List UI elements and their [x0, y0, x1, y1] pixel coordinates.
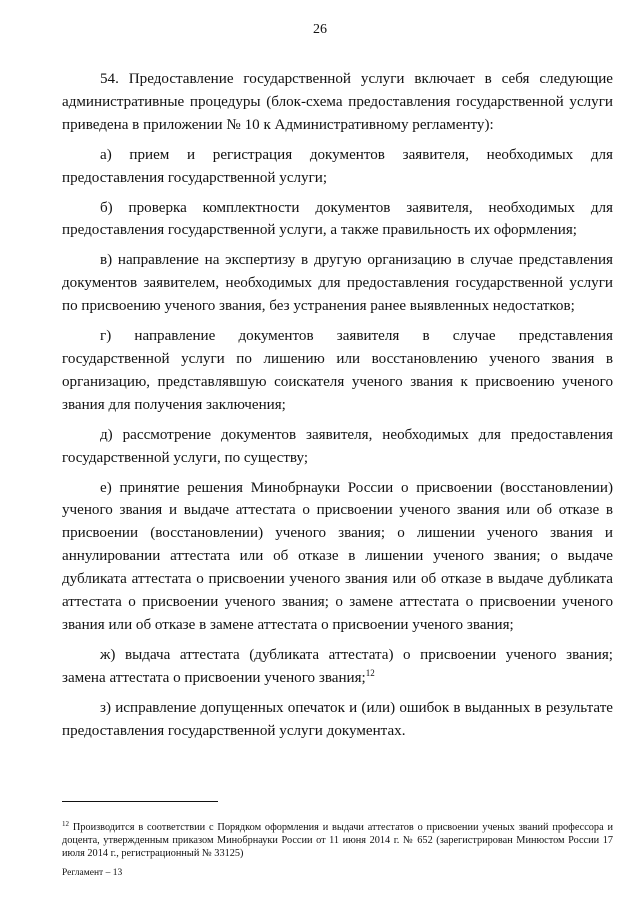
paragraph-item-a: а) прием и регистрация документов заявителя, необходимых для предоставления государственной услуги; [62, 146, 613, 186]
paragraph-item-zh-text: ж) выдача аттестата (дубликата аттестата) о присвоении ученого звания; замена аттестата о присвоении ученого звания; [62, 646, 613, 686]
paragraph-item-z: з) исправление допущенных опечаток и (или) ошибок в выданных в результате предоставления государственной услуги документах. [62, 699, 613, 739]
document-body [62, 68, 613, 749]
paragraph-item-zh [62, 644, 613, 690]
paragraph-item-b: б) проверка комплектности документов заявителя, необходимых для предоставления государственной услуги, а также правильность их оформления; [62, 199, 613, 239]
page-number: 26 [313, 22, 327, 37]
paragraph-54-intro: 54. Предоставление государственной услуги включает в себя следующие административные процедуры (блок-схема предоставления государственной услуги приведена в приложении № 10 к Административному регламенту): [62, 71, 613, 133]
paragraph-item-d: д) рассмотрение документов заявителя, необходимых для предоставления государственной услуги, по существу; [62, 426, 613, 466]
paragraph-item-v: в) направление на экспертизу в другую организацию в случае представления документов заявителем, необходимых для предоставления государственной услуги по присвоению ученого звания, без устранения ранее выявленных недостатков; [62, 252, 613, 315]
footnote [62, 821, 613, 860]
paragraph-item-g: г) направление документов заявителя в случае представления государственной услуги по лишению или восстановлению ученого звания в организацию, представлявшую соискателя ученого звания к присвоению ученого звания для получения заключения; [62, 328, 613, 413]
footnote-reference[interactable]: 12 [365, 667, 375, 678]
footnote-text: Производится в соответствии с Порядком оформления и выдачи аттестатов о присвоении ученых званий профессора и доцента, утвержденным приказом Минобрнауки России от 11 июня 2014 г. № 652 (зарегистрирован Минюстом России 17 июля 2014 г., регистрационный № 33125) [62, 822, 613, 859]
footnote-divider [62, 801, 218, 802]
footnote-marker: 12 [62, 820, 69, 828]
page-footer-label: Регламент – 13 [62, 868, 123, 878]
paragraph-item-e: е) принятие решения Минобрнауки России о присвоении (восстановлении) ученого звания и выдаче аттестата о присвоении ученого звания или об отказе в присвоении (восстановлении) ученого звания; о лишении ученого звания и аннулировании аттестата или об отказе в лишении ученого звания; о выдаче дубликата аттестата о присвоении ученого звания или об отказе в выдаче дубликата аттестата о присвоении ученого звания; о замене аттестата о присвоении ученого звания или об отказе в замене аттестата о присвоении ученого звания; [62, 479, 613, 633]
